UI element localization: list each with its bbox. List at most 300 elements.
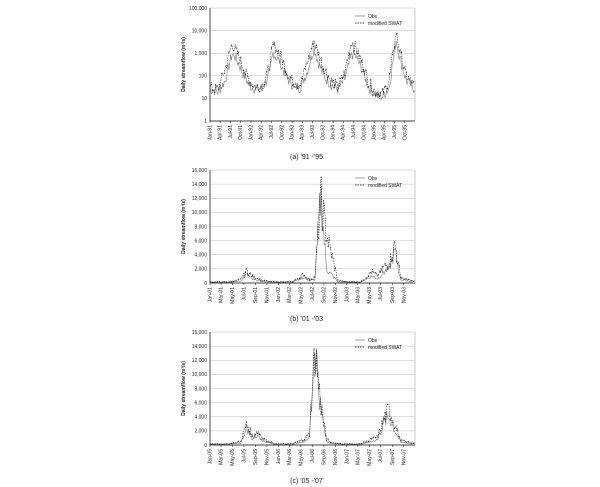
data-point [406, 279, 407, 280]
data-point [359, 58, 360, 59]
y-axis-label: Daily streamflow (m³/s) [181, 361, 187, 416]
data-point [238, 279, 239, 280]
data-point [278, 443, 279, 444]
y-tick-label: 16,000 [191, 329, 207, 336]
data-point [380, 272, 381, 273]
data-point [297, 88, 298, 89]
x-tick-label: Apr-92 [258, 125, 265, 141]
data-point [243, 275, 244, 276]
data-point [392, 422, 393, 423]
data-point [363, 279, 364, 280]
data-point [224, 281, 225, 282]
data-point [382, 88, 383, 89]
data-point [264, 280, 265, 281]
x-tick-label: May-05 [229, 449, 236, 466]
data-point [224, 444, 225, 445]
data-point [325, 69, 326, 70]
y-tick-label: 12,000 [191, 358, 207, 365]
data-point [214, 92, 215, 93]
data-point [347, 443, 348, 444]
data-point [368, 86, 369, 87]
y-axis-label: Daily streamflow (m³/s) [181, 37, 187, 92]
x-tick-label: Jul-02 [309, 287, 316, 301]
data-point [217, 281, 218, 282]
legend-entry: modified SWAT [368, 20, 403, 27]
data-point [210, 281, 211, 282]
data-point [278, 282, 279, 283]
data-point [266, 71, 267, 72]
y-tick-label: 0 [204, 442, 207, 449]
data-point [238, 52, 239, 53]
x-tick-label: Oct-91 [238, 125, 245, 141]
data-point [259, 91, 260, 92]
data-point [351, 281, 352, 282]
y-tick-label: 2,000 [194, 266, 207, 273]
y-tick-label: 1,000 [194, 51, 207, 57]
data-point [269, 70, 270, 71]
data-point [299, 440, 300, 441]
data-point [377, 97, 378, 98]
data-point [309, 280, 310, 281]
x-tick-label: Apr-91 [217, 125, 224, 141]
data-point [219, 281, 220, 282]
data-point [340, 280, 341, 281]
data-point [373, 272, 374, 273]
data-point [359, 282, 360, 283]
data-point [273, 44, 274, 45]
x-tick-label: Jul-05 [241, 449, 248, 463]
y-axis-label: Daily streamflow (m³/s) [181, 199, 187, 254]
data-point [411, 81, 412, 82]
data-point [311, 279, 312, 280]
series-line-obs [210, 41, 415, 100]
data-point [382, 266, 383, 267]
data-point [247, 274, 248, 275]
data-point [221, 73, 222, 74]
data-point [217, 85, 218, 86]
x-tick-label: Sep-02 [321, 287, 328, 304]
y-tick-label: 10,000 [191, 28, 207, 35]
series-line-obs [210, 188, 415, 283]
data-point [309, 58, 310, 59]
data-point [413, 281, 414, 282]
data-point [285, 71, 286, 72]
x-tick-label: Sep-06 [321, 449, 328, 466]
data-point [399, 265, 400, 266]
data-point [349, 281, 350, 282]
data-point [228, 52, 229, 53]
y-tick-label: 2,000 [194, 428, 207, 435]
data-point [276, 281, 277, 282]
data-point [385, 412, 386, 413]
data-point [347, 282, 348, 283]
data-point [340, 78, 341, 79]
x-tick-label: May-06 [298, 449, 305, 466]
x-tick-label: Jul-93 [309, 125, 316, 139]
y-tick-label: 100,000 [188, 5, 207, 12]
series-line-obs [210, 349, 415, 445]
data-point [413, 443, 414, 444]
data-point [240, 441, 241, 442]
data-point [236, 443, 237, 444]
data-point [250, 82, 251, 83]
data-point [276, 50, 277, 51]
y-tick-label: 16,000 [191, 167, 207, 174]
x-tick-label: May-02 [298, 287, 305, 304]
data-point [351, 443, 352, 444]
data-point [226, 443, 227, 444]
data-point [377, 437, 378, 438]
x-tick-label: Jan-93 [289, 125, 296, 141]
series-line-modified-swat [210, 177, 415, 282]
data-point [337, 280, 338, 281]
data-point [212, 282, 213, 283]
x-tick-label: Mar-02 [286, 287, 293, 303]
data-point [306, 63, 307, 64]
x-tick-label: Nov-06 [332, 449, 339, 466]
y-tick-label: 14,000 [191, 343, 207, 350]
data-point [321, 57, 322, 58]
data-point [337, 90, 338, 91]
data-point [403, 68, 404, 69]
x-tick-label: Sep-03 [389, 287, 396, 304]
data-point [228, 444, 229, 445]
data-point [359, 443, 360, 444]
data-point [245, 427, 246, 428]
data-point [254, 85, 255, 86]
data-point [288, 443, 289, 444]
data-point [226, 67, 227, 68]
data-point [228, 281, 229, 282]
data-point [231, 443, 232, 444]
data-point [266, 280, 267, 281]
data-point [302, 273, 303, 274]
panel-caption: (a) '91 -'95 [289, 154, 324, 161]
data-point [252, 436, 253, 437]
data-point [356, 282, 357, 283]
data-point [356, 444, 357, 445]
data-point [285, 282, 286, 283]
data-point [335, 443, 336, 444]
chart-panel-1 [181, 6, 415, 161]
data-point [318, 388, 319, 389]
x-tick-label: Jul-06 [309, 449, 316, 463]
x-tick-label: Oct-95 [402, 125, 409, 141]
data-point [370, 438, 371, 439]
x-tick-label: Oct-94 [361, 125, 368, 141]
x-tick-label: Jul-94 [350, 125, 357, 139]
data-point [233, 281, 234, 282]
x-tick-label: Sep-07 [389, 449, 396, 466]
data-point [316, 251, 317, 252]
data-point [283, 443, 284, 444]
data-point [399, 436, 400, 437]
data-point [278, 50, 279, 51]
data-point [214, 282, 215, 283]
data-point [368, 441, 369, 442]
x-tick-label: Nov-05 [264, 449, 271, 466]
data-point [321, 177, 322, 178]
data-point [330, 442, 331, 443]
data-point [380, 92, 381, 93]
data-point [328, 246, 329, 247]
data-point [385, 263, 386, 264]
data-point [354, 50, 355, 51]
data-point [259, 278, 260, 279]
data-point [399, 50, 400, 51]
data-point [370, 272, 371, 273]
data-point [254, 278, 255, 279]
y-tick-label: 10,000 [191, 210, 207, 217]
panel-caption: (b) '01 -'03 [289, 316, 324, 323]
data-point [304, 439, 305, 440]
data-point [366, 441, 367, 442]
data-point [271, 442, 272, 443]
y-tick-label: 6,000 [194, 400, 207, 407]
data-point [247, 427, 248, 428]
data-point [210, 443, 211, 444]
data-point [325, 435, 326, 436]
x-tick-label: Jan-02 [275, 287, 282, 303]
data-point [387, 269, 388, 270]
data-point [316, 45, 317, 46]
data-point [311, 410, 312, 411]
x-tick-label: Jul-92 [268, 125, 275, 139]
y-tick-label: 8,000 [194, 386, 207, 393]
data-point [304, 68, 305, 69]
data-point [411, 442, 412, 443]
data-point [290, 77, 291, 78]
x-tick-label: Apr-95 [381, 125, 388, 141]
data-point [385, 87, 386, 88]
data-point [288, 78, 289, 79]
data-point [257, 433, 258, 434]
data-point [269, 281, 270, 282]
data-point [292, 443, 293, 444]
data-point [276, 443, 277, 444]
data-point [363, 71, 364, 72]
data-point [370, 79, 371, 80]
data-point [295, 279, 296, 280]
data-point [366, 70, 367, 71]
data-point [314, 41, 315, 42]
data-point [366, 278, 367, 279]
x-tick-label: Nov-03 [401, 287, 408, 304]
data-point [210, 85, 211, 86]
data-point [361, 62, 362, 63]
data-point [271, 47, 272, 48]
x-tick-label: May-01 [229, 287, 236, 304]
data-point [257, 278, 258, 279]
data-point [257, 85, 258, 86]
data-point [269, 442, 270, 443]
data-point [318, 52, 319, 53]
data-point [280, 281, 281, 282]
data-point [283, 60, 284, 61]
data-point [295, 442, 296, 443]
x-tick-label: Sep-01 [253, 287, 260, 304]
x-tick-label: Sep-05 [253, 449, 260, 466]
data-point [342, 78, 343, 79]
x-tick-label: Jan-03 [344, 287, 351, 303]
data-point [283, 282, 284, 283]
data-point [387, 404, 388, 405]
x-tick-label: Jul-03 [378, 287, 385, 301]
data-point [363, 441, 364, 442]
data-point [396, 33, 397, 34]
chart-panel-3 [181, 330, 415, 485]
data-point [394, 428, 395, 429]
legend-entry: Obs [368, 337, 378, 344]
data-point [240, 278, 241, 279]
x-tick-label: Jan-91 [207, 125, 214, 141]
data-point [396, 261, 397, 262]
data-point [224, 73, 225, 74]
data-point [325, 241, 326, 242]
data-point [212, 90, 213, 91]
data-point [333, 80, 334, 81]
data-point [306, 278, 307, 279]
data-point [389, 73, 390, 74]
data-point [373, 91, 374, 92]
data-point [330, 85, 331, 86]
data-point [212, 443, 213, 444]
y-tick-label: 4,000 [194, 414, 207, 421]
legend-entry: Obs [368, 13, 378, 20]
data-point [297, 278, 298, 279]
data-point [354, 281, 355, 282]
data-point [217, 443, 218, 444]
series-line-modified-swat [210, 349, 415, 444]
data-point [389, 267, 390, 268]
x-tick-label: Jul-95 [391, 125, 398, 139]
x-tick-label: Nov-07 [401, 449, 408, 466]
data-point [387, 88, 388, 89]
x-tick-label: Oct-93 [320, 125, 327, 141]
data-point [382, 423, 383, 424]
data-point [221, 444, 222, 445]
data-point [361, 443, 362, 444]
panel-caption: (c) '05 -'07 [290, 478, 323, 485]
data-point [245, 74, 246, 75]
data-point [288, 281, 289, 282]
data-point [236, 47, 237, 48]
x-tick-label: Jan-92 [248, 125, 255, 141]
x-tick-label: Jul-91 [227, 125, 234, 139]
data-point [309, 436, 310, 437]
data-point [323, 200, 324, 201]
x-tick-label: Mar-03 [355, 287, 362, 303]
data-point [323, 69, 324, 70]
y-tick-label: 10 [201, 96, 207, 103]
data-point [406, 72, 407, 73]
chart-panel-2 [181, 168, 415, 323]
data-point [290, 281, 291, 282]
data-point [377, 274, 378, 275]
data-point [247, 76, 248, 77]
data-point [333, 442, 334, 443]
data-point [392, 260, 393, 261]
data-point [219, 444, 220, 445]
x-tick-label: Jul-01 [241, 287, 248, 301]
data-point [262, 439, 263, 440]
data-point [233, 50, 234, 51]
data-point [233, 442, 234, 443]
data-point [254, 434, 255, 435]
x-tick-label: Jan-06 [275, 449, 282, 465]
data-point [259, 434, 260, 435]
data-point [295, 87, 296, 88]
data-point [264, 438, 265, 439]
data-point [280, 443, 281, 444]
y-tick-label: 6,000 [194, 238, 207, 245]
x-tick-label: Jan-95 [371, 125, 378, 141]
data-point [413, 81, 414, 82]
data-point [403, 440, 404, 441]
data-point [408, 279, 409, 280]
data-point [304, 275, 305, 276]
data-point [368, 276, 369, 277]
data-point [349, 54, 350, 55]
data-point [231, 45, 232, 46]
data-point [323, 422, 324, 423]
data-point [354, 444, 355, 445]
x-tick-label: Jan-05 [207, 449, 214, 465]
data-point [292, 85, 293, 86]
data-point [290, 443, 291, 444]
y-tick-label: 1 [204, 118, 207, 125]
x-tick-label: May-07 [366, 449, 373, 466]
y-tick-label: 0 [204, 280, 207, 287]
data-point [401, 52, 402, 53]
data-point [302, 440, 303, 441]
data-point [266, 441, 267, 442]
data-point [361, 281, 362, 282]
x-tick-label: Jan-07 [344, 449, 351, 465]
data-point [335, 267, 336, 268]
y-tick-label: 4,000 [194, 252, 207, 259]
data-point [262, 90, 263, 91]
data-point [408, 76, 409, 77]
data-point [250, 427, 251, 428]
data-point [394, 47, 395, 48]
data-point [349, 443, 350, 444]
data-point [330, 247, 331, 248]
data-point [351, 45, 352, 46]
data-point [314, 277, 315, 278]
x-tick-label: Mar-06 [286, 449, 293, 465]
data-point [333, 258, 334, 259]
x-tick-label: Nov-02 [332, 287, 339, 304]
data-point [321, 414, 322, 415]
data-point [264, 84, 265, 85]
data-point [373, 437, 374, 438]
data-point [273, 281, 274, 282]
data-point [292, 281, 293, 282]
data-point [408, 441, 409, 442]
data-point [297, 441, 298, 442]
data-point [356, 52, 357, 53]
x-tick-label: Jan-94 [330, 125, 337, 141]
data-point [344, 281, 345, 282]
data-point [252, 274, 253, 275]
data-point [411, 280, 412, 281]
x-tick-label: Apr-93 [299, 125, 306, 141]
x-tick-label: Oct-92 [279, 125, 286, 141]
data-point [396, 430, 397, 431]
x-tick-label: Jan-01 [207, 287, 214, 303]
data-point [403, 279, 404, 280]
